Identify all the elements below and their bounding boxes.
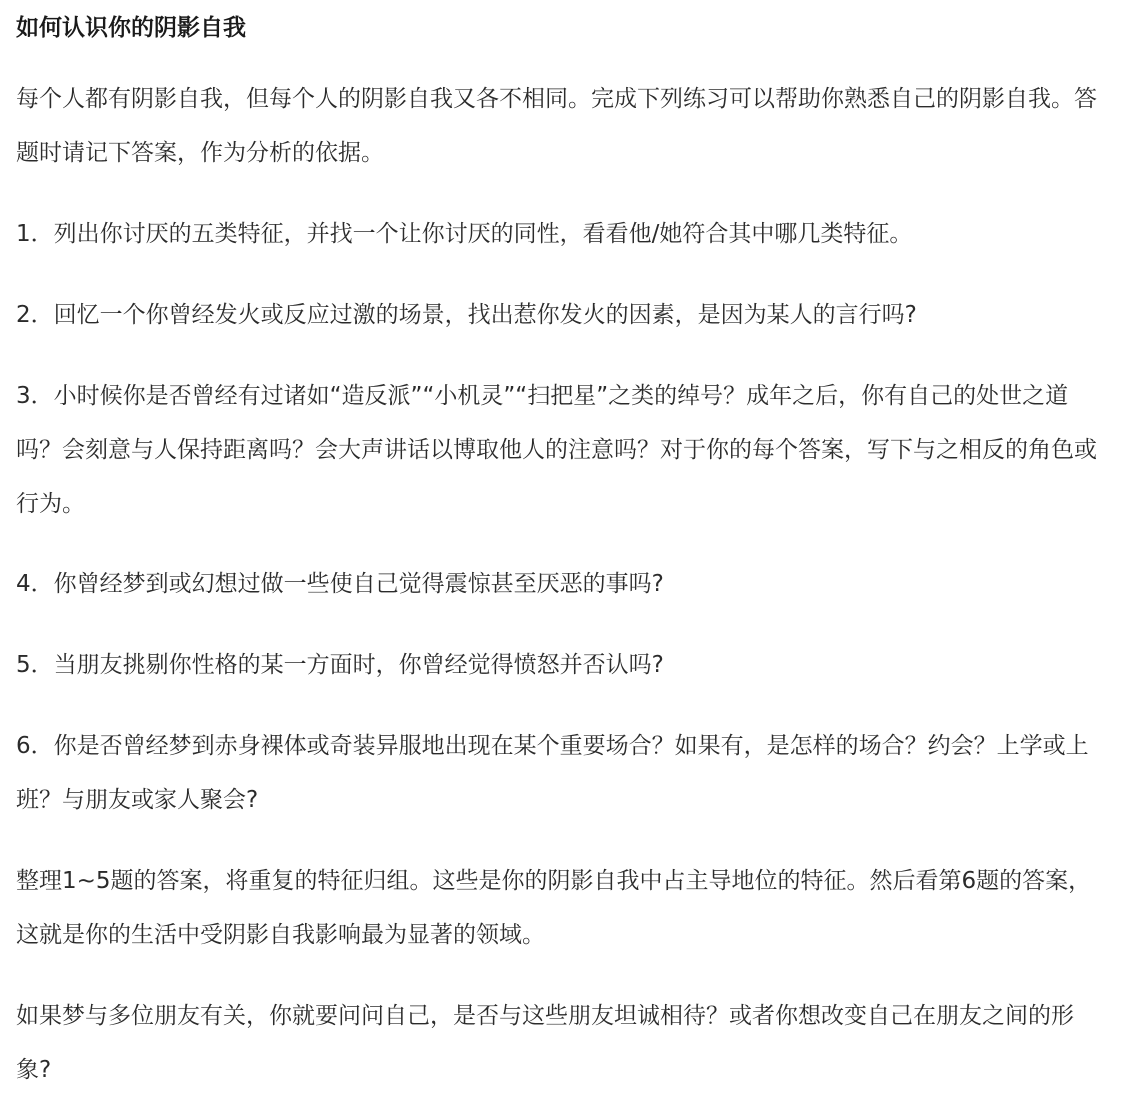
summary-paragraph: 整理1~5题的答案，将重复的特征归组。这些是你的阴影自我中占主导地位的特征。然后看第6题的答案，这就是你的生活中受阴影自我影响最为显著的领域。 (16, 868, 1092, 948)
question-2-paragraph: 2．回忆一个你曾经发火或反应过激的场景，找出惹你发火的因素，是因为某人的言行吗? (16, 302, 917, 328)
question-1-paragraph: 1．列出你讨厌的五类特征，并找一个让你讨厌的同性，看看他/她符合其中哪几类特征。 (16, 221, 913, 247)
article-title: 如何认识你的阴影自我 (16, 15, 246, 41)
intro-paragraph: 每个人都有阴影自我，但每个人的阴影自我又各不相同。完成下列练习可以帮助你熟悉自己的阴影自我。答题时请记下答案，作为分析的依据。 (16, 86, 1097, 166)
question-3-paragraph: 3．小时候你是否曾经有过诸如“造反派”“小机灵”“扫把星”之类的绰号？成年之后，你有自己的处世之道吗？会刻意与人保持距离吗？会大声讲话以博取他人的注意吗？对于你的每个答案，写下与之相反的角色或行为。 (16, 383, 1097, 517)
question-4-paragraph: 4．你曾经梦到或幻想过做一些使自己觉得震惊甚至厌恶的事吗? (16, 571, 664, 597)
closing-paragraph: 如果梦与多位朋友有关，你就要问问自己，是否与这些朋友坦诚相待？或者你想改变自己在朋友之间的形象? (16, 1003, 1074, 1083)
question-5-paragraph: 5．当朋友挑剔你性格的某一方面时，你曾经觉得愤怒并否认吗? (16, 652, 664, 678)
question-6-paragraph: 6．你是否曾经梦到赤身裸体或奇装异服地出现在某个重要场合？如果有，是怎样的场合？约会？上学或上班？与朋友或家人聚会? (16, 733, 1089, 813)
